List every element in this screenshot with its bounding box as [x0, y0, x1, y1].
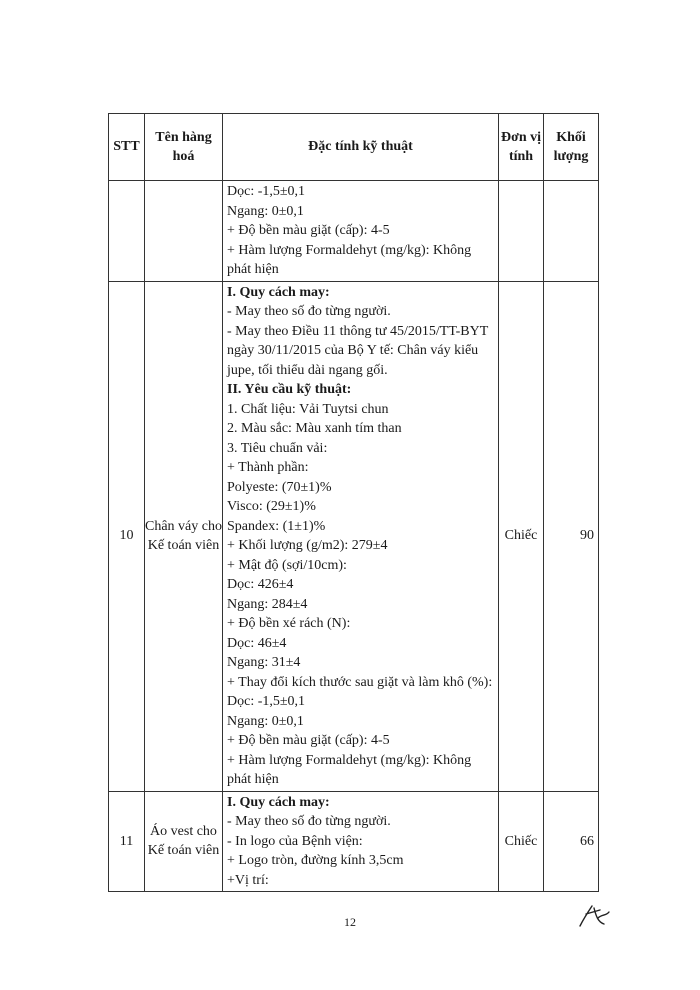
spec-line: - In logo của Bệnh viện:	[227, 833, 363, 849]
cell-unit: Chiếc	[499, 791, 544, 892]
spec-line: + Độ bền màu giặt (cấp): 4-5	[227, 733, 390, 748]
spec-line: 3. Tiêu chuẩn vải:	[227, 440, 328, 456]
specification-table	[108, 113, 599, 892]
spec-line: 2. Màu sắc: Màu xanh tím than	[227, 421, 402, 436]
cell-unit	[499, 181, 544, 282]
cell-spec	[223, 281, 499, 791]
header-name: Tên hàng hoá	[145, 114, 223, 181]
cell-name	[145, 181, 223, 282]
cell-stt: 11	[109, 791, 145, 892]
table-row	[109, 791, 599, 892]
table-row	[109, 181, 599, 282]
cell-stt	[109, 181, 145, 282]
spec-line: phát hiện	[227, 772, 279, 787]
page-number: 12	[344, 915, 356, 929]
cell-qty	[544, 181, 599, 282]
spec-line: + Logo tròn, đường kính 3,5cm	[227, 853, 404, 868]
spec-line: - May theo số đo từng người.	[227, 814, 391, 829]
spec-line: + Thay đổi kích thước sau giặt và làm khô (%):	[227, 674, 493, 690]
spec-line: Dọc: -1,5±0,1	[227, 184, 306, 199]
cell-stt: 10	[109, 281, 145, 791]
cell-qty: 90	[544, 281, 599, 791]
spec-line: Ngang: 0±0,1	[227, 203, 304, 219]
spec-line: Ngang: 31±4	[227, 655, 301, 670]
spec-line: +Vị trí:	[227, 872, 269, 888]
header-spec: Đặc tính kỹ thuật	[223, 114, 499, 181]
cell-qty: 66	[544, 791, 599, 892]
spec-line: Ngang: 0±0,1	[227, 713, 304, 729]
spec-line: Spandex: (1±1)%	[227, 518, 326, 534]
spec-line: Dọc: -1,5±0,1	[227, 694, 306, 709]
table-header-row	[109, 114, 599, 181]
spec-line: Ngang: 284±4	[227, 596, 308, 612]
cell-unit: Chiếc	[499, 281, 544, 791]
spec-line: + Độ bền xé rách (N):	[227, 616, 351, 631]
header-stt: STT	[109, 114, 145, 181]
cell-name: Chân váy cho Kế toán viên	[145, 281, 223, 791]
spec-line: Dọc: 46±4	[227, 635, 287, 651]
spec-heading: I. Quy cách may:	[227, 794, 330, 810]
header-qty: Khối lượng	[544, 114, 599, 181]
spec-line: Dọc: 426±4	[227, 577, 294, 592]
spec-line: + Hàm lượng Formaldehyt (mg/kg): Không	[227, 752, 472, 768]
spec-line: 1. Chất liệu: Vải Tuytsi chun	[227, 401, 389, 417]
cell-spec	[223, 181, 499, 282]
spec-heading: II. Yêu cầu kỹ thuật:	[227, 382, 352, 397]
signature-mark	[576, 900, 612, 930]
spec-line: Polyeste: (70±1)%	[227, 479, 332, 495]
spec-heading: I. Quy cách may:	[227, 284, 330, 300]
spec-line: + Thành phần:	[227, 460, 309, 475]
spec-line: ngày 30/11/2015 của Bộ Y tế: Chân váy kiểu	[227, 343, 479, 358]
spec-line: + Mật độ (sợi/10cm):	[227, 557, 347, 573]
cell-name: Áo vest cho Kế toán viên	[145, 791, 223, 892]
spec-line: + Độ bền màu giặt (cấp): 4-5	[227, 223, 390, 238]
spec-line: + Khối lượng (g/m2): 279±4	[227, 538, 388, 553]
spec-line: + Hàm lượng Formaldehyt (mg/kg): Không	[227, 242, 472, 258]
cell-spec	[223, 791, 499, 892]
spec-line: - May theo số đo từng người.	[227, 304, 391, 319]
table-row	[109, 281, 599, 791]
spec-line: - May theo Điều 11 thông tư 45/2015/TT-BYT	[227, 323, 489, 339]
spec-line: Visco: (29±1)%	[227, 499, 316, 514]
spec-line: phát hiện	[227, 262, 279, 277]
header-unit: Đơn vị tính	[499, 114, 544, 181]
spec-line: jupe, tối thiểu dài ngang gối.	[227, 362, 388, 378]
